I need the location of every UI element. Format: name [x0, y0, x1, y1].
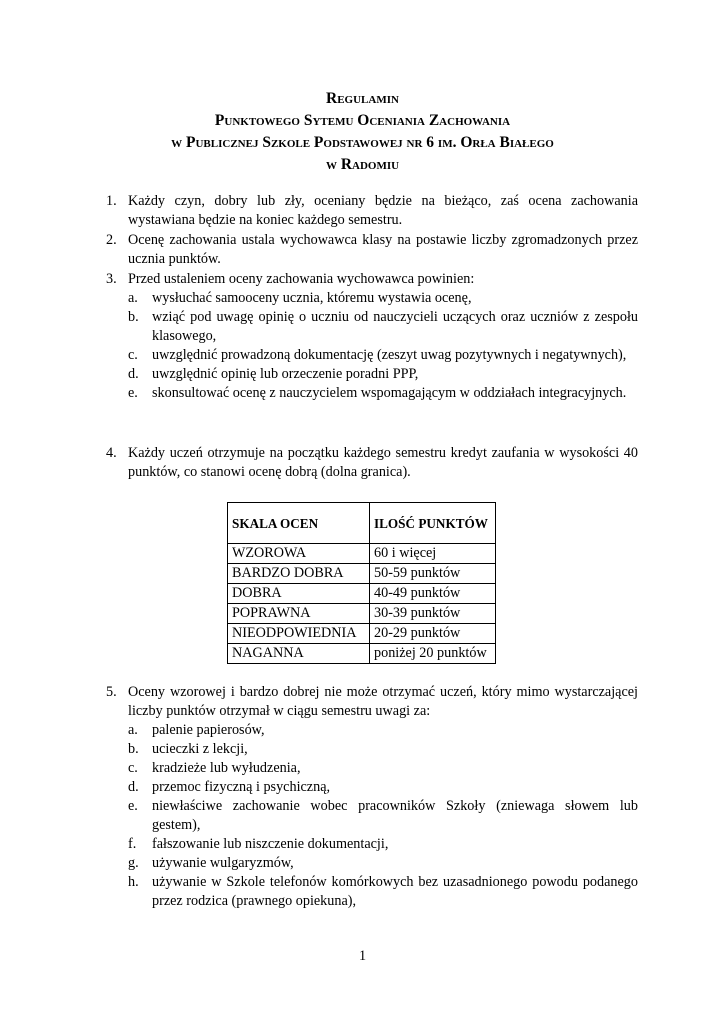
points-cell: 60 i więcej [370, 544, 496, 564]
title-line-2: Punktowego Sytemu Oceniania Zachowania [214, 112, 511, 129]
points-cell: 30-39 punktów [370, 604, 496, 624]
sub-item-5d [128, 778, 638, 797]
title-line-3: w Publicznej Szkole Podstawowej nr 6 im. Orła Białego [171, 134, 554, 151]
sub-item-letter: h. [128, 874, 139, 890]
sub-item-text: uwzględnić prowadzoną dokumentację (zeszyt uwag pozytywnych i negatywnych), [152, 347, 627, 363]
sub-item-3b [128, 308, 638, 346]
sub-item-text: wysłuchać samooceny ucznia, któremu wystawia ocenę, [152, 290, 472, 306]
sub-item-5b [128, 740, 638, 759]
item-number: 1. [106, 193, 117, 209]
sub-item-letter: a. [128, 290, 138, 306]
item-number: 5. [106, 684, 117, 700]
table-row [228, 604, 496, 624]
item-text: Ocenę zachowania ustala wychowawca klasy na postawie liczby zgromadzonych przez ucznia punktów. [128, 232, 638, 267]
item-number: 2. [106, 232, 117, 248]
sub-item-5c [128, 759, 638, 778]
table-row [228, 564, 496, 584]
sub-item-5g [128, 854, 638, 873]
sub-item-text: przemoc fizyczną i psychiczną, [152, 779, 331, 795]
item-text: Oceny wzorowej i bardzo dobrej nie może otrzymać uczeń, który mimo wystarczającej liczby punktów otrzymał w ciągu semestru uwagi za: [128, 684, 638, 719]
header-grade-scale: SKALA OCEN [228, 503, 370, 544]
list-item-2 [106, 231, 638, 269]
table-header-row [228, 503, 496, 544]
sub-item-letter: b. [128, 741, 139, 757]
table-row [228, 544, 496, 564]
page-number: 1 [358, 948, 367, 964]
grade-cell: DOBRA [228, 584, 370, 604]
sub-item-letter: e. [128, 798, 138, 814]
grade-cell: NAGANNA [228, 644, 370, 664]
sub-item-text: wziąć pod uwagę opinię o uczniu od nauczycieli uczących oraz uczniów z zespołu klasowego, [152, 309, 638, 344]
title-line-1: Regulamin [326, 90, 399, 107]
sub-item-letter: a. [128, 722, 138, 738]
table-row [228, 644, 496, 664]
list-item-1 [106, 192, 638, 230]
table-row [228, 584, 496, 604]
item-text: Każdy uczeń otrzymuje na początku każdego semestru kredyt zaufania w wysokości 40 punktów, co stanowi ocenę dobrą (dolna granica). [128, 445, 638, 480]
sub-item-3c [128, 346, 638, 365]
list-item-4 [106, 444, 638, 482]
sub-item-letter: c. [128, 760, 138, 776]
sub-item-letter: g. [128, 855, 139, 871]
item-text: Każdy czyn, dobry lub zły, oceniany będzie na bieżąco, zaś ocena zachowania wystawiana będzie na koniec każdego semestru. [128, 193, 638, 228]
sub-item-letter: b. [128, 309, 139, 325]
sub-item-5e [128, 797, 638, 835]
table-row [228, 624, 496, 644]
grades-table [227, 502, 496, 664]
sub-item-5f [128, 835, 638, 854]
sub-item-text: fałszowanie lub niszczenie dokumentacji, [152, 836, 389, 852]
points-cell: poniżej 20 punktów [370, 644, 496, 664]
points-cell: 50-59 punktów [370, 564, 496, 584]
sub-item-letter: f. [128, 836, 137, 852]
list-item-3 [106, 270, 638, 403]
sub-item-text: ucieczki z lekcji, [152, 741, 248, 757]
sub-item-text: palenie papierosów, [152, 722, 265, 738]
sub-item-text: skonsultować ocenę z nauczycielem wspomagającym w oddziałach integracyjnych. [152, 385, 627, 401]
sub-item-text: używanie wulgaryzmów, [152, 855, 294, 871]
sub-item-3d [128, 365, 638, 384]
grade-cell: WZOROWA [228, 544, 370, 564]
sub-item-3a [128, 289, 638, 308]
grade-cell: POPRAWNA [228, 604, 370, 624]
title-line-4: w Radomiu [325, 156, 400, 173]
header-points: ILOŚĆ PUNKTÓW [370, 503, 496, 544]
grade-cell: BARDZO DOBRA [228, 564, 370, 584]
sub-item-letter: d. [128, 366, 139, 382]
sub-item-5h [128, 873, 638, 911]
document-title [0, 88, 725, 176]
points-cell: 20-29 punktów [370, 624, 496, 644]
item-number: 4. [106, 445, 117, 461]
sub-item-text: używanie w Szkole telefonów komórkowych bez uzasadnionego powodu podanego przez rodzica (prawnego opiekuna), [152, 874, 638, 909]
sub-item-5a [128, 721, 638, 740]
list-item-5 [106, 683, 638, 911]
sub-item-text: niewłaściwe zachowanie wobec pracowników Szkoły (zniewaga słowem lub gestem), [152, 798, 638, 833]
grade-cell: NIEODPOWIEDNIA [228, 624, 370, 644]
sub-item-text: uwzględnić opinię lub orzeczenie poradni PPP, [152, 366, 419, 382]
item-text: Przed ustaleniem oceny zachowania wychowawca powinien: [128, 271, 475, 287]
sub-item-3e [128, 384, 638, 403]
sub-item-letter: c. [128, 347, 138, 363]
points-cell: 40-49 punktów [370, 584, 496, 604]
sub-item-text: kradzieże lub wyłudzenia, [152, 760, 301, 776]
item-number: 3. [106, 271, 117, 287]
sub-item-letter: d. [128, 779, 139, 795]
sub-item-letter: e. [128, 385, 138, 401]
